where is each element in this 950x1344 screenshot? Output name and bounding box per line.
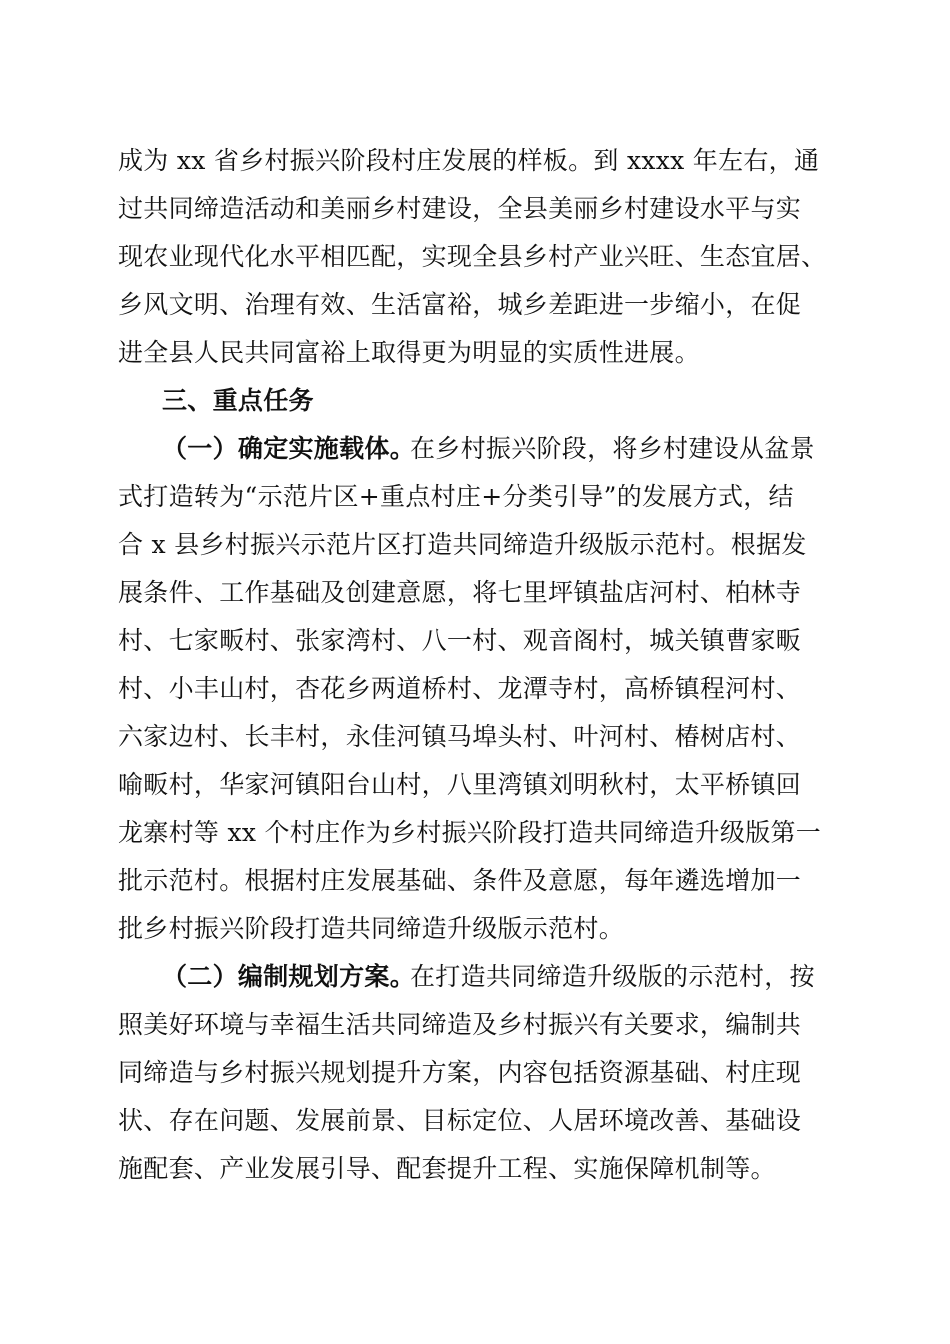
item-1-line — [0, 473, 950, 521]
item-1-line — [0, 665, 950, 713]
text-line: 状、存在问题、发展前景、目标定位、人居环境改善、基础设 — [118, 1106, 802, 1135]
text-line: 式打造转为“示范片区+重点村庄+分类引导”的发展方式，结 — [118, 482, 794, 511]
item-2-line — [0, 1049, 950, 1097]
text-line: 同缔造与乡村振兴规划提升方案，内容包括资源基础、村庄现 — [118, 1058, 802, 1087]
item-1-line — [0, 521, 950, 569]
section-heading-text: 三、重点任务 — [162, 386, 314, 415]
text-line: 批乡村振兴阶段打造共同缔造升级版示范村。 — [118, 914, 625, 943]
item-1-line — [0, 809, 950, 857]
item-2-line — [0, 1097, 950, 1145]
item-1-line — [0, 617, 950, 665]
intro-line-1 — [0, 137, 950, 185]
item-1-line — [0, 761, 950, 809]
section-heading — [0, 377, 950, 425]
item-1-line — [0, 905, 950, 953]
text-line: 在乡村振兴阶段，将乡村建设从盆景 — [410, 434, 815, 463]
text-line: 龙寨村等 xx 个村庄作为乡村振兴阶段打造共同缔造升级版第一 — [118, 818, 822, 847]
text-line: 展条件、工作基础及创建意愿，将七里坪镇盐店河村、柏林寺 — [118, 578, 802, 607]
item-2-title: （二）编制规划方案。 — [162, 962, 416, 991]
text-line: 照美好环境与幸福生活共同缔造及乡村振兴有关要求，编制共 — [118, 1010, 802, 1039]
item-1-line — [0, 569, 950, 617]
intro-line-3 — [0, 233, 950, 281]
text-line: 村、小丰山村，杏花乡两道桥村、龙潭寺村，高桥镇程河村、 — [118, 674, 802, 703]
text-line: 现农业现代化水平相匹配，实现全县乡村产业兴旺、生态宜居、 — [118, 242, 827, 271]
item-2-first-line — [0, 953, 950, 1001]
text-line: 喻畈村，华家河镇阳台山村，八里湾镇刘明秋村，太平桥镇回 — [118, 770, 802, 799]
item-1-first-line — [0, 425, 950, 473]
intro-line-4 — [0, 281, 950, 329]
item-1-line — [0, 857, 950, 905]
intro-line-5 — [0, 329, 950, 377]
text-line: 进全县人民共同富裕上取得更为明显的实质性进展。 — [118, 338, 700, 367]
text-line: 乡风文明、治理有效、生活富裕，城乡差距进一步缩小，在促 — [118, 290, 802, 319]
item-2-line — [0, 1145, 950, 1193]
text-line: 批示范村。根据村庄发展基础、条件及意愿，每年遴选增加一 — [118, 866, 802, 895]
text-line: 施配套、产业发展引导、配套提升工程、实施保障机制等。 — [118, 1154, 776, 1183]
text-line: 在打造共同缔造升级版的示范村，按 — [410, 962, 815, 991]
text-line: 六家边村、长丰村，永佳河镇马埠头村、叶河村、椿树店村、 — [118, 722, 802, 751]
item-1-line — [0, 713, 950, 761]
text-line: 村、七家畈村、张家湾村、八一村、观音阁村，城关镇曹家畈 — [118, 626, 802, 655]
text-line: 成为 xx 省乡村振兴阶段村庄发展的样板。到 xxxx 年左右，通 — [118, 146, 820, 175]
text-line: 过共同缔造活动和美丽乡村建设，全县美丽乡村建设水平与实 — [118, 194, 802, 223]
item-2-line — [0, 1001, 950, 1049]
text-line: 合 x 县乡村振兴示范片区打造共同缔造升级版示范村。根据发 — [118, 530, 807, 559]
intro-line-2 — [0, 185, 950, 233]
item-1-title: （一）确定实施载体。 — [162, 434, 416, 463]
